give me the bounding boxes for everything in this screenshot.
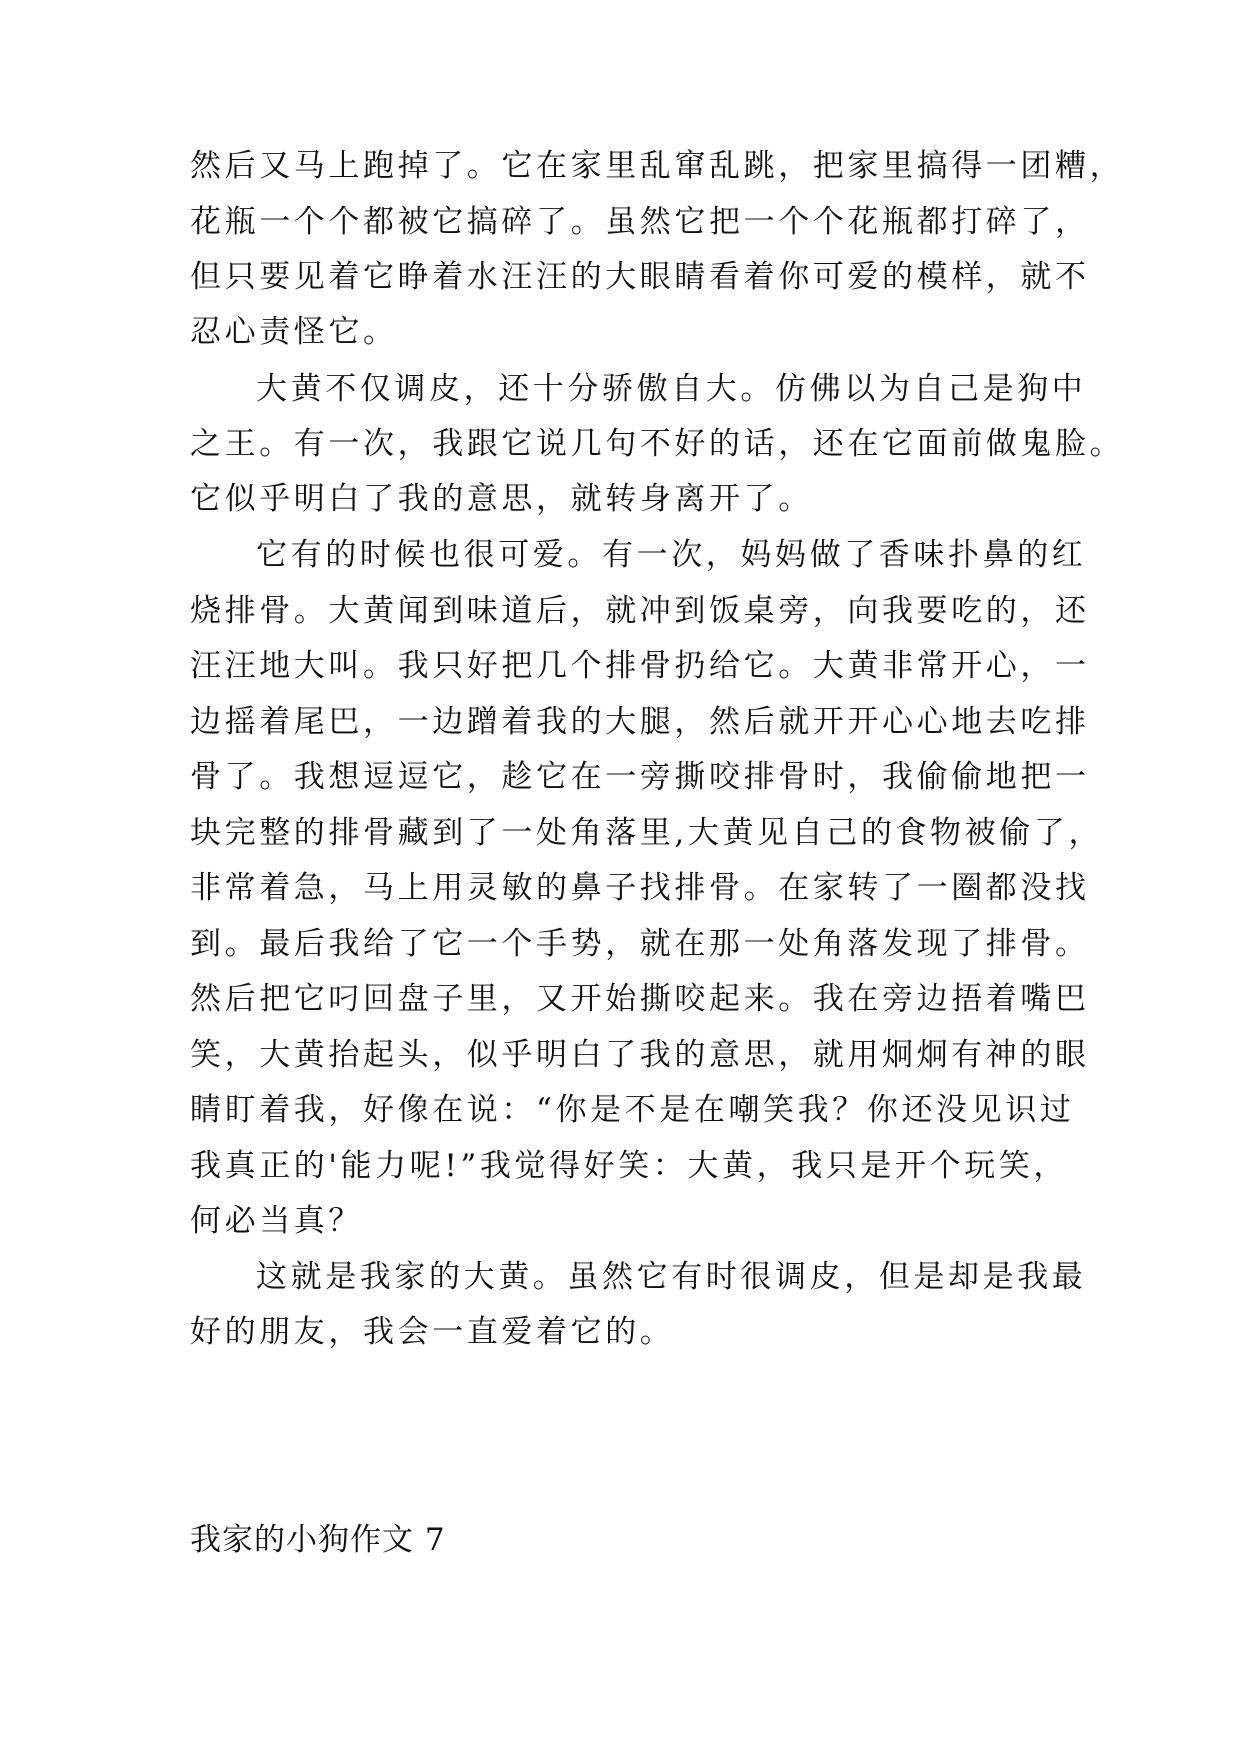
paragraph-line: 何必当真？ <box>190 1203 363 1239</box>
paragraph-line: 它似乎明白了我的意思，就转身离开了。 <box>190 481 813 517</box>
paragraph-line: 边摇着尾巴，一边蹭着我的大腿，然后就开开心心地去吃排 <box>190 704 1090 740</box>
paragraph-line: 笑，大黄抬起头，似乎明白了我的意思，就用炯炯有神的眼 <box>190 1037 1090 1073</box>
paragraph-line: 之王。有一次，我跟它说几句不好的话，还在它面前做鬼脸。 <box>190 426 1125 462</box>
paragraph-line: 大黄不仅调皮，还十分骄傲自大。仿佛以为自己是狗中 <box>256 371 1087 407</box>
paragraph-line: 好的朋友，我会一直爱着它的。 <box>190 1314 675 1350</box>
paragraph-line: 烧排骨。大黄闻到味道后，就冲到饭桌旁，向我要吃的，还 <box>190 593 1090 629</box>
paragraph-line: 然后把它叼回盘子里，又开始撕咬起来。我在旁边捂着嘴巴 <box>190 981 1090 1017</box>
paragraph-line: 这就是我家的大黄。虽然它有时很调皮，但是却是我最 <box>256 1259 1087 1295</box>
paragraph-line: 汪汪地大叫。我只好把几个排骨扔给它。大黄非常开心，一 <box>190 648 1090 684</box>
paragraph-line: 非常着急，马上用灵敏的鼻子找排骨。在家转了一圈都没找 <box>190 870 1090 906</box>
paragraph-line: 睛盯着我，好像在说：“你是不是在嘲笑我？你还没见识过 <box>190 1092 1075 1128</box>
paragraph-line: 但只要见着它睁着水汪汪的大眼睛看着你可爱的模样，就不 <box>190 259 1090 295</box>
paragraph-line: 骨了。我想逗逗它，趁它在一旁撕咬排骨时，我偷偷地把一 <box>190 759 1090 795</box>
paragraph-line: 我真正的'能力呢!”我觉得好笑：大黄，我只是开个玩笑， <box>190 1148 1069 1184</box>
paragraph-line: 块完整的排骨藏到了一处角落里,大黄见自己的食物被偷了， <box>190 815 1104 851</box>
paragraph-line: 到。最后我给了它一个手势，就在那一处角落发现了排骨。 <box>190 926 1090 962</box>
section-heading: 我家的小狗作文 7 <box>190 1522 446 1558</box>
paragraph-line: 忍心责怪它。 <box>190 314 398 350</box>
paragraph-line: 它有的时候也很可爱。有一次，妈妈做了香味扑鼻的红 <box>256 537 1087 573</box>
paragraph-line: 然后又马上跑掉了。它在家里乱窜乱跳，把家里搞得一团糟， <box>190 148 1125 184</box>
paragraph-line: 花瓶一个个都被它搞碎了。虽然它把一个个花瓶都打碎了， <box>190 204 1090 240</box>
